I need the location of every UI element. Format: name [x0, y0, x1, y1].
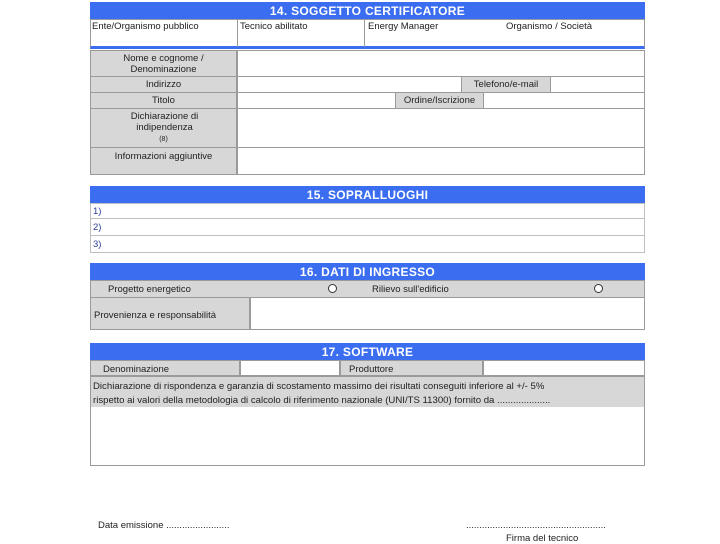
label-titolo: Titolo [152, 95, 175, 106]
section-16-title: 16. DATI DI INGRESSO [299, 264, 436, 279]
divider [90, 76, 645, 77]
label-denominazione: Denominazione [103, 364, 170, 375]
dichiarazione-line-1: Dichiarazione di rispondenza e garanzia di scostamento massimo dei risultati conseguiti inferiore al +/- 5% [93, 381, 545, 392]
provenienza-field[interactable] [250, 298, 645, 330]
divider [90, 147, 645, 148]
ordine-label-cell [395, 93, 484, 108]
divider [90, 108, 645, 109]
section-17-title: 17. SOFTWARE [321, 344, 414, 359]
section-15-header [90, 186, 645, 203]
divider [364, 19, 365, 47]
firma-line[interactable]: ..................................................... [466, 520, 606, 531]
data-emissione[interactable]: Data emissione ........................ [98, 520, 230, 531]
label-provenienza-responsabilita: Provenienza e responsabilità [94, 310, 216, 321]
denominazione-field[interactable] [240, 360, 340, 376]
sopralluogo-2-label: 2) [93, 222, 102, 233]
label-progetto-energetico: Progetto energetico [108, 284, 191, 295]
section-14-title: 14. SOGGETTO CERTIFICATORE [269, 3, 466, 18]
section-15-title: 15. SOPRALLUOGHI [306, 187, 429, 202]
option-energy-manager[interactable]: Energy Manager [368, 21, 439, 32]
option-ente-pubblico[interactable]: Ente/Organismo pubblico [92, 21, 199, 32]
list-item[interactable] [90, 219, 645, 236]
list-item[interactable] [90, 236, 645, 253]
section-16-header [90, 263, 645, 280]
label-produttore: Produttore [349, 364, 394, 375]
telefono-label-cell [461, 77, 551, 92]
divider [237, 19, 238, 47]
label-informazioni-aggiuntive: Informazioni aggiuntive [114, 151, 213, 162]
label-nome-denominazione: Nome e cognome / Denominazione [123, 53, 204, 75]
firma-tecnico-label: Firma del tecnico [506, 533, 579, 544]
produttore-label-cell [340, 360, 483, 376]
section-17-header [90, 343, 645, 360]
label-ordine-iscrizione: Ordine/Iscrizione [403, 95, 476, 106]
section-14-header [90, 2, 645, 19]
divider [90, 92, 645, 93]
sopralluogo-1-label: 1) [93, 206, 102, 217]
sopralluogo-3-label: 3) [93, 239, 102, 250]
dichiarazione-line-2: rispetto ai valori della metodologia di calcolo di riferimento nazionale (UNI/TS 11300) fornito da .................... [93, 395, 551, 406]
produttore-field[interactable] [483, 360, 645, 376]
label-indirizzo: Indirizzo [145, 79, 182, 90]
radio-progetto-energetico[interactable] [328, 284, 337, 293]
option-tecnico-abilitato[interactable]: Tecnico abilitato [240, 21, 308, 32]
footnote-8: (8) [159, 136, 168, 143]
denominazione-label-cell [90, 360, 240, 376]
radio-rilievo-edificio[interactable] [594, 284, 603, 293]
label-telefono-email: Telefono/e-mail [473, 79, 539, 90]
label-rilievo-edificio: Rilievo sull'edificio [372, 284, 449, 295]
label-dichiarazione-indipendenza: Dichiarazione di indipendenza [130, 111, 199, 133]
list-item[interactable] [90, 203, 645, 219]
option-organismo-societa[interactable]: Organismo / Società [506, 21, 593, 32]
provenienza-label-cell [90, 298, 250, 330]
nome-field[interactable] [238, 51, 644, 76]
